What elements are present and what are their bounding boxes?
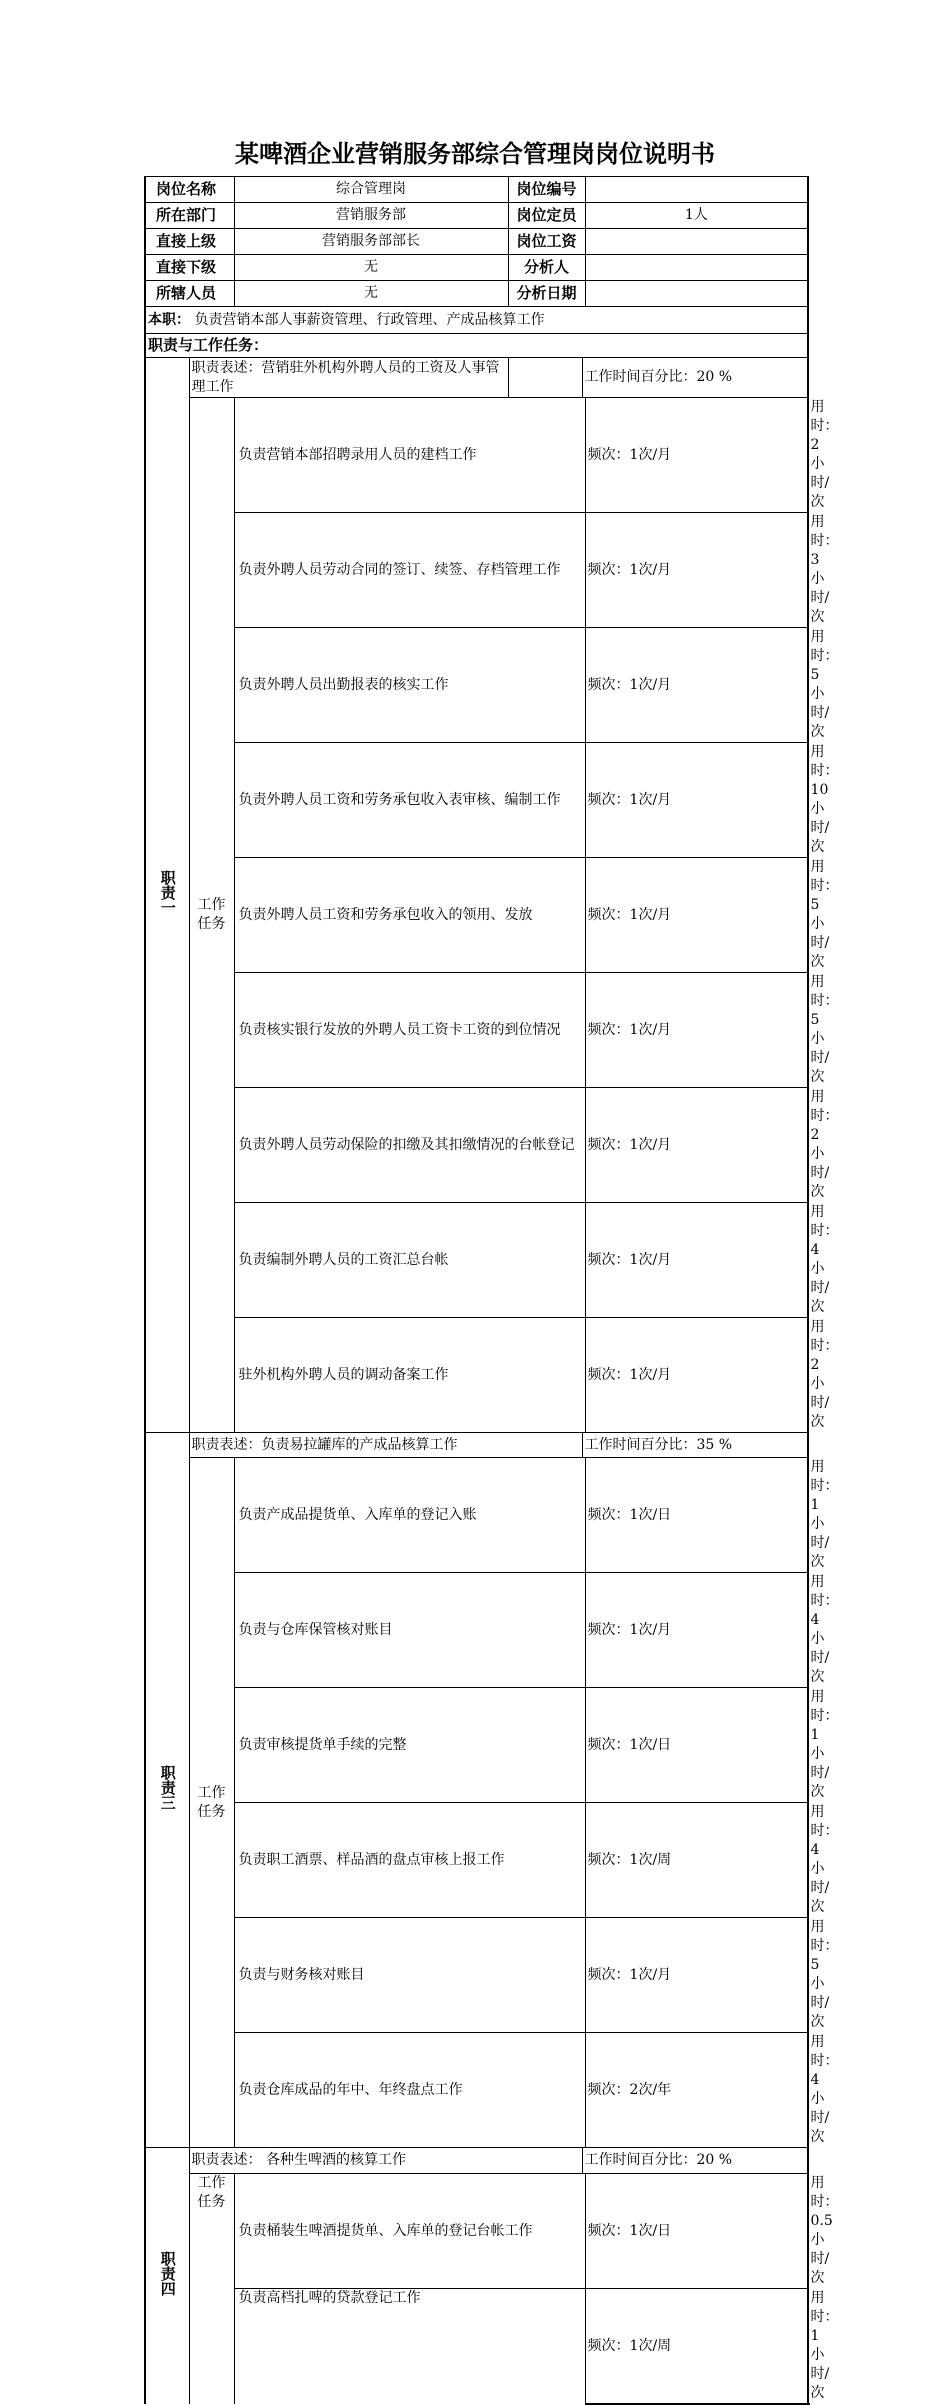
- task-row: 负责外聘人员出勤报表的核实工作: [234, 628, 585, 743]
- analysis-date-value: [585, 281, 808, 307]
- section-2-desc-text: 负责易拉罐库的产成品核算工作: [261, 1436, 458, 1453]
- task-freq: 频次：1次/日: [585, 2174, 808, 2289]
- wage-label: 岗位工资: [508, 229, 585, 255]
- task-freq: 频次：1次/月: [585, 973, 808, 1088]
- section-1-sub-name-text: 工作任务: [197, 897, 226, 932]
- post-name-value: 综合管理岗: [234, 177, 508, 203]
- section-1-desc-label: 职责表述：: [191, 359, 262, 376]
- post-no-label: 岗位编号: [508, 177, 585, 203]
- task-row: 负责外聘人员劳动保险的扣缴及其扣缴情况的台帐登记: [234, 1088, 585, 1203]
- task-row: 负责与仓库保管核对账目: [234, 1573, 585, 1688]
- task-freq: 频次：1次/月: [585, 1318, 808, 1433]
- section-3-sub-name: [189, 2174, 234, 2405]
- task-row: 负责产成品提货单、入库单的登记入账: [234, 1458, 585, 1573]
- task-freq: 频次：1次/月: [585, 743, 808, 858]
- task-row: 负责外聘人员工资和劳务承包收入的领用、发放: [234, 858, 585, 973]
- section-2-sub-name: [189, 1458, 234, 2148]
- section-2-percent: 工作时间百分比：35 %: [582, 1433, 808, 1458]
- quota-value: 1人: [585, 203, 808, 229]
- task-freq: 频次：1次/月: [585, 1573, 808, 1688]
- section-1-desc-text: 营销驻外机构外聘人员的工资及人事管理工作: [191, 359, 500, 395]
- duty-text: 负责营销本部人事薪资管理、行政管理、产成品核算工作: [194, 311, 545, 328]
- analyst-value: [585, 255, 808, 281]
- task-freq: 频次：1次/周: [585, 2289, 808, 2405]
- duty-label: 本职：: [148, 311, 190, 328]
- section-2-sub-name-text: 工作任务: [197, 1784, 226, 1820]
- task-row: 负责仓库成品的年中、年终盘点工作: [234, 2033, 585, 2148]
- task-row: 负责桶装生啤酒提货单、入库单的登记台帐工作: [234, 2174, 585, 2289]
- analysis-date-label: 分析日期: [508, 281, 585, 307]
- section-1-name-text: 职责一: [158, 870, 177, 915]
- task-row: 负责审核提货单手续的完整: [234, 1688, 585, 1803]
- task-freq: 频次：1次/月: [585, 858, 808, 973]
- task-row: 负责营销本部招聘录用人员的建档工作: [234, 398, 585, 513]
- managed-value: 无: [234, 281, 508, 307]
- section-2-name-text: 职责三: [158, 1765, 177, 1810]
- task-row: 负责与财务核对账目: [234, 1918, 585, 2033]
- section-3-sub-name-text: 工作任务: [197, 2175, 226, 2210]
- section-3-name-text: 职责四: [158, 2251, 177, 2296]
- task-freq: 频次：1次/日: [585, 1458, 808, 1573]
- task-row: 负责职工酒票、样品酒的盘点审核上报工作: [234, 1803, 585, 1918]
- section-3-desc-label: 职责表述：: [191, 2152, 262, 2168]
- section-3-percent: 工作时间百分比：20 %: [582, 2148, 808, 2174]
- superior-value: 营销服务部部长: [234, 229, 508, 255]
- section-2-name: [145, 1433, 189, 2148]
- task-freq: 频次：1次/月: [585, 398, 808, 513]
- task-row: 负责编制外聘人员的工资汇总台帐: [234, 1203, 585, 1318]
- subordinate-value: 无: [234, 255, 508, 281]
- task-freq: 频次：1次/月: [585, 1918, 808, 2033]
- tasks-heading: 职责与工作任务：: [145, 334, 808, 358]
- quota-label: 岗位定员: [508, 203, 585, 229]
- superior-label: 直接上级: [145, 229, 234, 255]
- task-freq: 频次：1次/日: [585, 1688, 808, 1803]
- dept-label: 所在部门: [145, 203, 234, 229]
- subordinate-label: 直接下级: [145, 255, 234, 281]
- dept-value: 营销服务部: [234, 203, 508, 229]
- section-1-desc: [189, 358, 508, 398]
- page-title: 某啤酒企业营销服务部综合管理岗岗位说明书: [235, 140, 715, 168]
- wage-value: [585, 229, 808, 255]
- section-2-desc: [189, 1433, 582, 1458]
- duty-row: [145, 307, 808, 334]
- task-row: 负责核实银行发放的外聘人员工资卡工资的到位情况: [234, 973, 585, 1088]
- section-3-name: [145, 2148, 189, 2405]
- analyst-label: 分析人: [508, 255, 585, 281]
- section-1-sub-name: [189, 398, 234, 1433]
- section-1-percent: 工作时间百分比：20 %: [582, 358, 808, 398]
- task-row: 负责高档扎啤的贷款登记工作: [234, 2289, 585, 2405]
- task-freq: 频次：2次/年: [585, 2033, 808, 2148]
- task-freq: 频次：1次/月: [585, 628, 808, 743]
- task-row: 负责外聘人员工资和劳务承包收入表审核、编制工作: [234, 743, 585, 858]
- section-1-name: [145, 358, 189, 1433]
- post-no-value: [585, 177, 808, 203]
- section-3-desc: [189, 2148, 582, 2174]
- task-freq: 频次：1次/周: [585, 1803, 808, 1918]
- task-freq: 频次：1次/月: [585, 1088, 808, 1203]
- managed-label: 所辖人员: [145, 281, 234, 307]
- post-name-label: 岗位名称: [145, 177, 234, 203]
- job-description-table: 岗位名称 综合管理岗 岗位编号 所在部门 营销服务部 岗位定员 1人 直接上级 营销服务部部长 岗位工资 直接下级 无 分析人 所辖人员 无 分析日期 本职： 负责营销本部人事薪资管理、行政管理、产成品核算工作 职责与工作任务： 职责一 职责表述：营销驻外机构外聘人员的工资及人事管理工作 工作时间百分比：20 % 工作任务 负责营销本部招聘录用人员的建档工作 频次：1次/月 用时：2小时/次 负责外聘人员劳动合同的签订、续签、存档管理工作 频次：1次/月 用时：3小时/次 负责外聘人员出勤报表的核实工作 频次：1次/月 用时：5小时/次 负责外聘人员工资和劳务承包收入表审核、编制工作 频次：1次/月 用时：10小时/次 负责外聘人员工资和劳务承包收入的领用、发放 频次：1次/月 用时：5小时/次 负责核实银行发放的外聘人员工资卡工资的到位情况 频次：1次/月 用时：5小时/次 负责外聘人员劳动保险的扣缴及其扣缴情况的台帐登记 频次：1次/月 用时：2小时/次 负责编制外聘人员的工资汇总台帐 频次：1次/月 用时：4小时/次 驻外机构外聘人员的调动备案工作 频次：1次/月 用时：2小时/次 职责三 职责表述：负责易拉罐库的产成品核算工作 工作时间百分比：35 % 工作任务 负责产成品提货单、入库单的登记入账 频次：1次/日 用时：1小时/次 负责与仓库保管核对账目 频次：1次/月 用时：4小时/次 负责审核提货单手续的完整 频次：1次/日 用时：1小时/次 负责职工酒票、样品酒的盘点审核上报工作 频次：1次/周 用时：4小时/次 负责与财务核对账目 频次：1次/月 用时：5小时/次 负责仓库成品的年中、年终盘点工作 频次：2次/年 用时：4小时/次 职责四 职责表述： 各种生啤酒的核算工作 工作时间百分比：20 % 工作任务 负责桶装生啤酒提货单、入库单的登记台帐工作 频次：1次/日 用时：0.5小时/次 负责高档扎啤的贷款登记工作 频次：1次/周 用时：1小时/次: [144, 176, 809, 2405]
- task-row: 驻外机构外聘人员的调动备案工作: [234, 1318, 585, 1433]
- task-freq: 频次：1次/月: [585, 1203, 808, 1318]
- section-3-desc-text: 各种生啤酒的核算工作: [265, 2152, 406, 2168]
- task-freq: 频次：1次/月: [585, 513, 808, 628]
- task-row: 负责外聘人员劳动合同的签订、续签、存档管理工作: [234, 513, 585, 628]
- section-2-desc-label: 职责表述：: [191, 1436, 262, 1453]
